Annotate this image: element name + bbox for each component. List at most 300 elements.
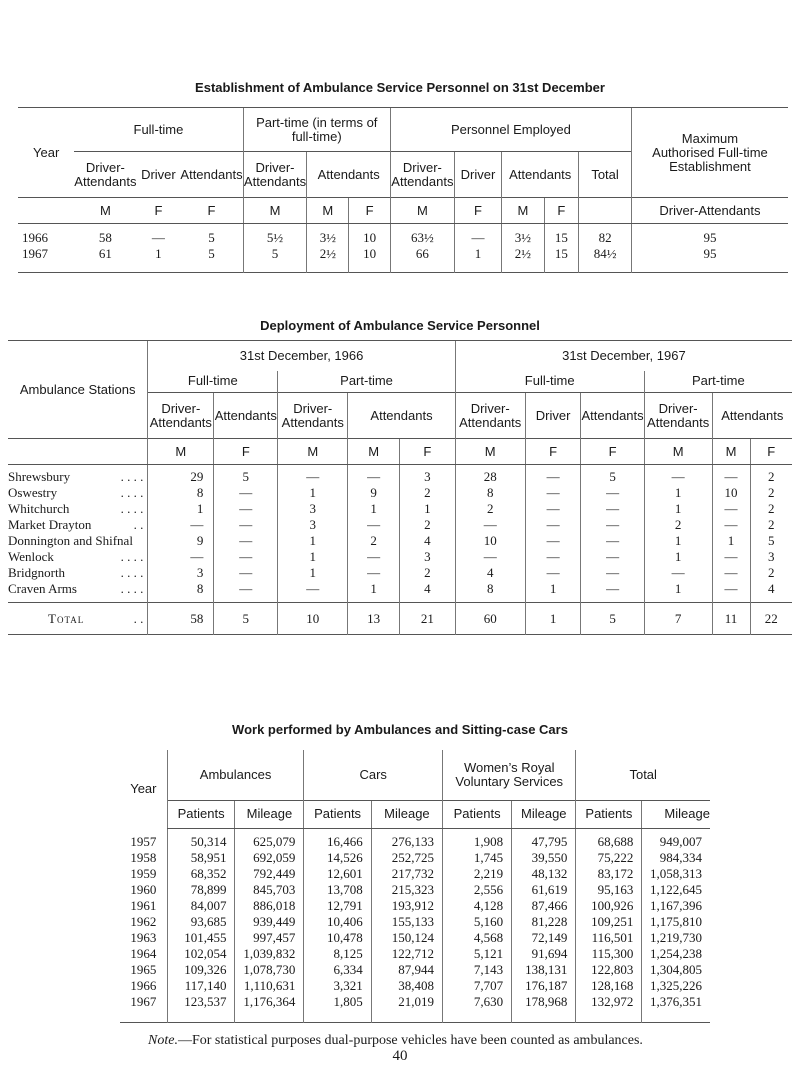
work-value-cell: 101,455: [167, 930, 235, 946]
deployment-value-cell: —: [644, 465, 712, 485]
est-value-cell: —: [454, 224, 501, 246]
work-title: Work performed by Ambulances and Sitting-case Cars: [232, 722, 568, 737]
work-value-cell: 95,163: [576, 882, 642, 898]
est-value-cell: 1: [155, 245, 162, 261]
work-value-cell: 1,167,396: [642, 898, 710, 914]
work-value-cell: 692,059: [235, 850, 304, 866]
work-year-cell: 1957: [130, 834, 157, 849]
dep-sex: M: [148, 439, 214, 465]
deployment-value-cell: 4: [400, 533, 456, 549]
dep-sex: M: [455, 439, 525, 465]
leader-dots: . . . .: [120, 548, 144, 564]
table-row: [120, 962, 710, 978]
work-year-cell: 1962: [130, 914, 157, 929]
work-value-cell: 4,128: [443, 898, 512, 914]
work-value-cell: 39,550: [512, 850, 576, 866]
est-h-pe-attendants: Attendants: [502, 152, 579, 198]
deployment-value-cell: 1: [644, 501, 712, 517]
est-max-sub: Driver-Attendants: [631, 198, 788, 224]
est-value-cell: 61: [98, 245, 112, 261]
est-year-header: Year: [18, 108, 74, 198]
deployment-value-cell: 4: [750, 581, 792, 597]
est-value-cell: 2½: [502, 246, 544, 273]
work-value-cell: 1,376,351: [642, 994, 710, 1010]
deployment-value-cell: —: [214, 501, 278, 517]
deployment-value-cell: —: [712, 565, 750, 581]
deployment-value-cell: 10: [278, 603, 348, 635]
deployment-value-cell: 60: [455, 603, 525, 635]
deployment-value-cell: —: [712, 581, 750, 597]
work-value-cell: 1,110,631: [235, 978, 304, 994]
est-value-cell: 5: [243, 246, 307, 273]
work-value-cell: 93,685: [167, 914, 235, 930]
work-h: Patients: [443, 800, 512, 828]
est-value-cell: 3½: [307, 224, 349, 246]
deployment-value-cell: —: [278, 581, 348, 597]
est-value-cell: 58: [98, 229, 112, 245]
work-value-cell: 84,007: [167, 898, 235, 914]
station-name: Market Drayton: [8, 516, 92, 532]
work-value-cell: 625,079: [235, 828, 304, 850]
work-h: Patients: [304, 800, 371, 828]
deployment-value-cell: 3: [400, 465, 456, 485]
dep-1966-header: 31st December, 1966: [148, 341, 455, 371]
work-value-cell: 10,478: [304, 930, 371, 946]
work-value-cell: 117,140: [167, 978, 235, 994]
est-value-cell: 3½: [502, 224, 544, 246]
dep-h: Attendants: [581, 393, 644, 439]
dep-stations-header: Ambulance Stations: [8, 341, 148, 439]
deployment-value-cell: 3: [400, 549, 456, 565]
table-row: [8, 549, 792, 565]
est-value-cell: 5: [208, 229, 215, 245]
dep-sex: F: [400, 439, 456, 465]
work-year-cell: 1965: [130, 962, 157, 977]
leader-dots: . . . .: [120, 484, 144, 500]
deployment-value-cell: 5: [214, 603, 278, 635]
est-h-driver-attendants: Driver-Attendants: [74, 152, 136, 198]
est-parttime-header: Part-time (in terms of full-time): [243, 108, 390, 152]
deployment-value-cell: —: [525, 465, 581, 485]
dep-sex: F: [525, 439, 581, 465]
work-value-cell: 7,707: [443, 978, 512, 994]
work-value-cell: 50,314: [167, 828, 235, 850]
work-value-cell: 12,601: [304, 866, 371, 882]
deployment-value-cell: —: [278, 465, 348, 485]
deployment-value-cell: —: [581, 517, 644, 533]
deployment-value-cell: 5: [581, 603, 644, 635]
work-value-cell: 949,007: [642, 828, 710, 850]
dep-h: Attendants: [348, 393, 456, 439]
work-value-cell: 997,457: [235, 930, 304, 946]
work-value-cell: 1,219,730: [642, 930, 710, 946]
table-row: [8, 581, 792, 597]
work-value-cell: 176,187: [512, 978, 576, 994]
table-row: [8, 501, 792, 517]
work-value-cell: 21,019: [371, 994, 442, 1010]
deployment-value-cell: 2: [455, 501, 525, 517]
work-value-cell: 217,732: [371, 866, 442, 882]
work-value-cell: 939,449: [235, 914, 304, 930]
work-value-cell: 178,968: [512, 994, 576, 1010]
work-value-cell: 7,143: [443, 962, 512, 978]
deployment-value-cell: —: [644, 565, 712, 581]
deployment-value-cell: —: [214, 549, 278, 565]
station-name-cell: [8, 501, 148, 517]
work-value-cell: 150,124: [371, 930, 442, 946]
est-year-cell: 1966: [22, 229, 48, 245]
deployment-value-cell: 13: [348, 603, 400, 635]
est-h-pt-driver-attendants: Driver-Attendants: [243, 152, 307, 198]
dep-h: Attendants: [214, 393, 278, 439]
work-value-cell: 193,912: [371, 898, 442, 914]
work-value-cell: 68,352: [167, 866, 235, 882]
work-value-cell: 116,501: [576, 930, 642, 946]
work-year-cell: 1967: [130, 994, 157, 1009]
deployment-value-cell: —: [712, 501, 750, 517]
station-name-cell: [8, 549, 148, 565]
work-value-cell: 47,795: [512, 828, 576, 850]
dep-h: Driver-Attendants: [278, 393, 348, 439]
deployment-value-cell: 2: [750, 465, 792, 485]
est-sex-m: M: [502, 198, 544, 224]
work-value-cell: 155,133: [371, 914, 442, 930]
work-value-cell: 109,251: [576, 914, 642, 930]
est-year-cell: 1967: [22, 245, 48, 261]
est-value-cell: 1: [454, 246, 501, 273]
note: [148, 1033, 643, 1049]
work-value-cell: 102,054: [167, 946, 235, 962]
work-value-cell: 68,688: [576, 828, 642, 850]
deployment-value-cell: 22: [750, 603, 792, 635]
work-year-cell: 1963: [130, 930, 157, 945]
est-value-cell: 95: [631, 224, 788, 246]
table-row: [120, 930, 710, 946]
leader-dots: . . . .: [120, 564, 144, 580]
work-h: Mileage: [235, 800, 304, 828]
station-name: Whitchurch: [8, 500, 70, 516]
deployment-value-cell: 29: [148, 465, 214, 485]
table-row: [120, 946, 710, 962]
deployment-title: Deployment of Ambulance Service Personnel: [260, 318, 540, 333]
deployment-value-cell: —: [581, 565, 644, 581]
est-sex-m: M: [74, 198, 136, 224]
deployment-value-cell: 1: [712, 533, 750, 549]
table-row: [8, 517, 792, 533]
est-value-cell: 82: [579, 224, 632, 246]
est-sex-m: M: [243, 198, 307, 224]
work-value-cell: 13,708: [304, 882, 371, 898]
work-value-cell: 83,172: [576, 866, 642, 882]
work-value-cell: 132,972: [576, 994, 642, 1010]
deployment-value-cell: 2: [348, 533, 400, 549]
deployment-value-cell: —: [214, 533, 278, 549]
deployment-value-cell: —: [581, 485, 644, 501]
work-value-cell: 122,712: [371, 946, 442, 962]
dep-sex: M: [644, 439, 712, 465]
leader-dots: . . . .: [120, 500, 144, 516]
work-value-cell: 845,703: [235, 882, 304, 898]
dep-sex: F: [750, 439, 792, 465]
dep-sex: M: [348, 439, 400, 465]
deployment-value-cell: 1: [644, 581, 712, 597]
work-value-cell: 6,334: [304, 962, 371, 978]
leader-dots: . . . .: [120, 468, 144, 484]
work-value-cell: 5,160: [443, 914, 512, 930]
deployment-value-cell: 4: [455, 565, 525, 581]
deployment-value-cell: —: [348, 565, 400, 581]
est-value-cell: —: [151, 229, 165, 245]
establishment-title: Establishment of Ambulance Service Personnel on 31st December: [195, 80, 605, 95]
work-value-cell: 100,926: [576, 898, 642, 914]
deployment-value-cell: 9: [348, 485, 400, 501]
work-year-cell: 1960: [130, 882, 157, 897]
deployment-value-cell: —: [214, 485, 278, 501]
deployment-value-cell: —: [525, 533, 581, 549]
work-h: Patients: [167, 800, 235, 828]
deployment-value-cell: 1: [348, 501, 400, 517]
work-wrvs-header: Women’s Royal Voluntary Services: [443, 750, 576, 800]
page-number: 40: [392, 1048, 408, 1064]
work-value-cell: 1,304,805: [642, 962, 710, 978]
work-value-cell: 122,803: [576, 962, 642, 978]
work-year-cell: 1966: [130, 978, 157, 993]
est-h-attendants: Attendants: [180, 152, 243, 198]
table-row: [120, 828, 710, 850]
dep-sex: M: [712, 439, 750, 465]
est-value-cell: 15: [544, 246, 579, 273]
work-value-cell: 109,326: [167, 962, 235, 978]
leader-dots: . .: [133, 516, 144, 532]
deployment-value-cell: 2: [750, 565, 792, 581]
deployment-value-cell: —: [712, 517, 750, 533]
deployment-value-cell: 1: [278, 549, 348, 565]
table-row: [120, 978, 710, 994]
work-value-cell: 1,039,832: [235, 946, 304, 962]
deployment-value-cell: 1: [644, 549, 712, 565]
station-name: Bridgnorth: [8, 564, 66, 580]
table-row: [120, 898, 710, 914]
work-year-cell: 1958: [130, 850, 157, 865]
dep-67-fulltime: Full-time: [455, 371, 644, 393]
work-year-cell: 1961: [130, 898, 157, 913]
deployment-value-cell: —: [214, 517, 278, 533]
deployment-value-cell: —: [214, 565, 278, 581]
station-name-cell: [8, 517, 148, 533]
deployment-value-cell: 5: [581, 465, 644, 485]
work-value-cell: 984,334: [642, 850, 710, 866]
est-sex-f: F: [349, 198, 391, 224]
deployment-value-cell: 1: [644, 485, 712, 501]
deployment-value-cell: —: [525, 501, 581, 517]
dep-sex: F: [214, 439, 278, 465]
deployment-value-cell: 8: [455, 581, 525, 597]
deployment-value-cell: 7: [644, 603, 712, 635]
dep-1967-header: 31st December, 1967: [455, 341, 792, 371]
est-sex-f: F: [544, 198, 579, 224]
deployment-value-cell: 2: [400, 565, 456, 581]
work-value-cell: 138,131: [512, 962, 576, 978]
deployment-value-cell: 4: [400, 581, 456, 597]
work-value-cell: 78,899: [167, 882, 235, 898]
table-row: [120, 882, 710, 898]
work-h: Patients: [576, 800, 642, 828]
total-label-cell: [8, 603, 148, 635]
est-sex-m: M: [390, 198, 454, 224]
deployment-value-cell: 2: [644, 517, 712, 533]
work-value-cell: 16,466: [304, 828, 371, 850]
table-row: [18, 246, 788, 273]
deployment-value-cell: 1: [525, 603, 581, 635]
work-value-cell: 10,406: [304, 914, 371, 930]
work-value-cell: 38,408: [371, 978, 442, 994]
work-value-cell: 1,078,730: [235, 962, 304, 978]
work-value-cell: 276,133: [371, 828, 442, 850]
work-cars-header: Cars: [304, 750, 443, 800]
dep-h: Driver-Attendants: [148, 393, 214, 439]
deployment-value-cell: —: [148, 517, 214, 533]
est-h-pe-driver-attendants: Driver-Attendants: [390, 152, 454, 198]
work-year-cell: 1964: [130, 946, 157, 961]
deployment-value-cell: 1: [148, 501, 214, 517]
work-value-cell: 12,791: [304, 898, 371, 914]
total-row: [8, 603, 792, 635]
note-text: —For statistical purposes dual-purpose vehicles have been counted as ambulances.: [177, 1033, 643, 1048]
work-value-cell: 87,466: [512, 898, 576, 914]
work-value-cell: 215,323: [371, 882, 442, 898]
deployment-value-cell: 1: [348, 581, 400, 597]
station-name-cell: [8, 565, 148, 581]
work-value-cell: 61,619: [512, 882, 576, 898]
deployment-value-cell: 8: [148, 581, 214, 597]
deployment-table: [8, 340, 792, 635]
table-row: [120, 914, 710, 930]
est-h-driver: Driver: [136, 152, 180, 198]
deployment-value-cell: —: [214, 581, 278, 597]
work-table: [120, 750, 710, 1023]
deployment-value-cell: 11: [712, 603, 750, 635]
deployment-value-cell: —: [348, 465, 400, 485]
est-value-cell: 84½: [579, 246, 632, 273]
table-row: [8, 565, 792, 581]
work-value-cell: 1,805: [304, 994, 371, 1010]
deployment-value-cell: —: [348, 517, 400, 533]
est-sex-f: F: [454, 198, 501, 224]
est-value-cell: 66: [390, 246, 454, 273]
table-row: [120, 994, 710, 1010]
deployment-value-cell: 1: [525, 581, 581, 597]
deployment-value-cell: 1: [278, 485, 348, 501]
dep-h: Driver-Attendants: [455, 393, 525, 439]
work-value-cell: 5,121: [443, 946, 512, 962]
deployment-value-cell: —: [581, 581, 644, 597]
deployment-value-cell: 1: [644, 533, 712, 549]
station-name: Oswestry: [8, 484, 58, 500]
work-ambulances-header: Ambulances: [167, 750, 304, 800]
deployment-value-cell: 3: [278, 501, 348, 517]
deployment-value-cell: 3: [750, 549, 792, 565]
station-name-cell: [8, 533, 148, 549]
deployment-value-cell: —: [581, 549, 644, 565]
station-name: Donnington and Shifnal: [8, 532, 133, 548]
table-row: [8, 533, 792, 549]
deployment-value-cell: 3: [278, 517, 348, 533]
work-value-cell: 87,944: [371, 962, 442, 978]
deployment-value-cell: —: [712, 465, 750, 485]
work-value-cell: 115,300: [576, 946, 642, 962]
work-value-cell: 3,321: [304, 978, 371, 994]
deployment-value-cell: —: [348, 549, 400, 565]
est-h-pt-attendants: Attendants: [307, 152, 391, 198]
deployment-value-cell: —: [148, 549, 214, 565]
work-value-cell: 72,149: [512, 930, 576, 946]
station-name-cell: [8, 485, 148, 501]
work-value-cell: 1,325,226: [642, 978, 710, 994]
deployment-value-cell: 2: [750, 501, 792, 517]
work-value-cell: 1,122,645: [642, 882, 710, 898]
station-name-cell: [8, 465, 148, 485]
dep-sex: F: [581, 439, 644, 465]
est-maximum-header: Maximum Authorised Full-time Establishment: [631, 108, 788, 198]
deployment-value-cell: —: [581, 501, 644, 517]
deployment-value-cell: —: [525, 549, 581, 565]
dep-h: Driver: [525, 393, 581, 439]
work-h: Mileage: [371, 800, 442, 828]
deployment-value-cell: 2: [750, 517, 792, 533]
work-value-cell: 792,449: [235, 866, 304, 882]
work-value-cell: 128,168: [576, 978, 642, 994]
est-sex-f: F: [180, 198, 243, 224]
work-value-cell: 123,537: [167, 994, 235, 1010]
work-value-cell: 2,556: [443, 882, 512, 898]
est-value-cell: 95: [631, 246, 788, 273]
work-value-cell: 75,222: [576, 850, 642, 866]
est-personnel-header: Personnel Employed: [390, 108, 631, 152]
deployment-value-cell: 3: [148, 565, 214, 581]
deployment-value-cell: —: [581, 533, 644, 549]
work-year-cell: 1959: [130, 866, 157, 881]
dep-67-parttime: Part-time: [644, 371, 792, 393]
deployment-value-cell: 2: [750, 485, 792, 501]
deployment-value-cell: 5: [750, 533, 792, 549]
total-label: Total: [48, 610, 85, 626]
deployment-value-cell: 2: [400, 485, 456, 501]
est-value-cell: 10: [349, 224, 391, 246]
work-value-cell: 7,630: [443, 994, 512, 1010]
table-row: [18, 224, 788, 246]
deployment-value-cell: —: [455, 549, 525, 565]
est-value-cell: 2½: [307, 246, 349, 273]
table-row: [8, 465, 792, 485]
establishment-table: [18, 107, 788, 273]
work-value-cell: 48,132: [512, 866, 576, 882]
est-value-cell: 5½: [243, 224, 307, 246]
est-value-cell: 63½: [390, 224, 454, 246]
table-row: [8, 485, 792, 501]
est-h-pe-driver: Driver: [454, 152, 501, 198]
station-name: Shrewsbury: [8, 468, 71, 484]
deployment-value-cell: 9: [148, 533, 214, 549]
deployment-value-cell: —: [455, 517, 525, 533]
dep-h: Driver-Attendants: [644, 393, 712, 439]
deployment-value-cell: 58: [148, 603, 214, 635]
dep-h: Attendants: [712, 393, 792, 439]
work-value-cell: 252,725: [371, 850, 442, 866]
work-h: Mileage: [512, 800, 576, 828]
deployment-value-cell: 10: [455, 533, 525, 549]
work-value-cell: 58,951: [167, 850, 235, 866]
deployment-value-cell: 2: [400, 517, 456, 533]
